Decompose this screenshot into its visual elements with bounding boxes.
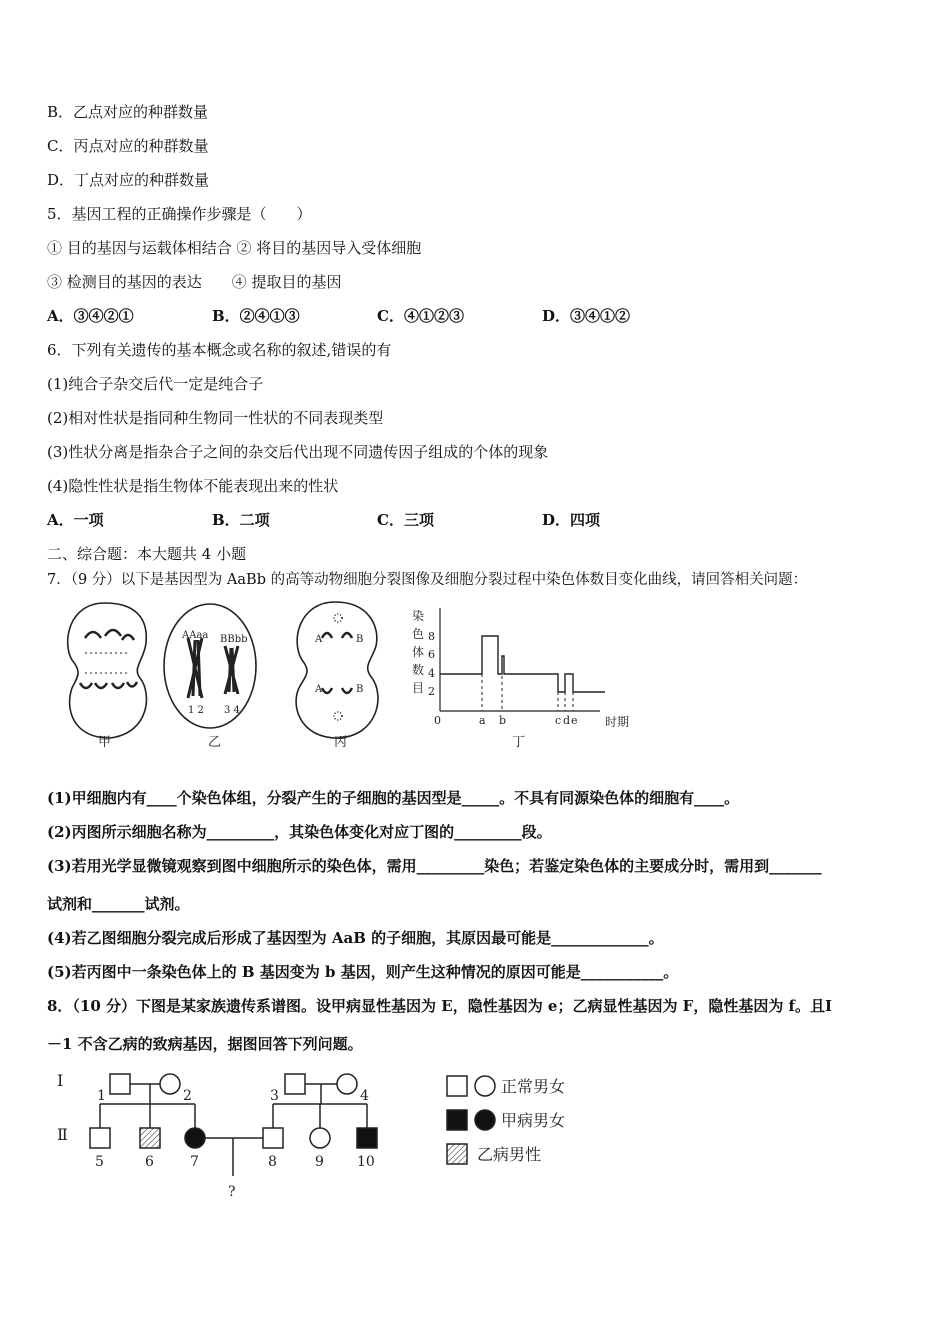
individual-10 (357, 1128, 377, 1148)
legend-yi-text: 乙病男性 (477, 1145, 542, 1164)
label-jia: 甲 (98, 735, 112, 750)
q8-stem-1: 8．（10 分）下图是某家族遗传系谱图。设甲病显性基因为 E，隐性基因为 e；乙病显性基因为 F，隐性基因为 f。且Ⅰ (47, 997, 833, 1015)
label-yi: 乙 (208, 735, 222, 750)
individual-6 (140, 1128, 160, 1148)
x-tick-c: c (555, 714, 562, 727)
legend-jia-male (447, 1110, 467, 1130)
bing-a-bottom: A (315, 684, 323, 695)
q7-stem: 7．（9 分）以下是基因型为 AaBb 的高等动物细胞分裂图像及细胞分裂过程中染色体数目变化曲线，请回答相关问题： (47, 572, 808, 588)
individual-8 (263, 1128, 283, 1148)
y-label-2: 色 (412, 627, 425, 641)
q6-option-a: A．一项 (47, 511, 104, 529)
id-1: 1 (97, 1088, 106, 1104)
q5-option-c: C．④①②③ (377, 307, 464, 325)
q6-item-4: (4)隐性性状是指生物体不能表现出来的性状 (47, 477, 339, 495)
q4-option-c: C．丙点对应的种群数量 (47, 137, 209, 155)
y-tick-2: 2 (428, 685, 435, 698)
legend-normal-male (447, 1076, 467, 1096)
y-label-5: 目 (412, 681, 425, 695)
section-2-heading: 二、综合题：本大题共 4 小题 (47, 545, 247, 563)
legend-jia-female (475, 1110, 495, 1130)
q6-option-d: D．四项 (542, 511, 601, 529)
q7-part-2: (2)丙图所示细胞名称为_________，其染色体变化对应丁图的_________段。 (47, 823, 552, 841)
q6-item-1: (1)纯合子杂交后代一定是纯合子 (47, 375, 264, 393)
individual-7 (185, 1128, 205, 1148)
q7-part-3b: 试剂和_______试剂。 (47, 895, 190, 913)
y-label-1: 染 (412, 609, 425, 623)
chromosome-curve (440, 636, 605, 692)
bing-a-top: A (315, 634, 323, 645)
y-label-3: 体 (412, 645, 425, 659)
yi-top-label-2: BBbb (220, 634, 248, 645)
id-10: 10 (357, 1154, 375, 1170)
q5-stem: 5．基因工程的正确操作步骤是（ ） (47, 205, 312, 223)
yi-top-label: AAaa (182, 630, 209, 641)
id-6: 6 (145, 1154, 154, 1170)
id-2: 2 (183, 1088, 192, 1104)
q8-stem-2: －1 不含乙病的致病基因，据图回答下列问题。 (47, 1035, 363, 1053)
q7-figure (60, 598, 660, 758)
q7-part-3a: (3)若用光学显微镜观察到图中细胞所示的染色体，需用_________染色；若鉴定染色体的主要成分时，需用到_______ (47, 857, 822, 875)
q8-pedigree (55, 1068, 595, 1208)
yi-numbers-2: 3 4 (224, 705, 240, 716)
q7-part-1: (1)甲细胞内有____个染色体组，分裂产生的子细胞的基因型是_____。不具有同源染色体的细胞有____。 (47, 789, 740, 807)
q5-steps-2: ③ 检测目的基因的表达 ④ 提取目的基因 (47, 273, 342, 291)
generation-1-label: Ⅰ (57, 1071, 64, 1090)
legend-normal-female (475, 1076, 495, 1096)
q6-options (47, 510, 600, 530)
id-4: 4 (360, 1088, 369, 1104)
individual-4 (337, 1074, 357, 1094)
legend-normal-text: 正常男女 (501, 1077, 566, 1096)
q5-option-d: D．③④①② (542, 307, 631, 325)
q6-option-b: B．二项 (212, 511, 270, 529)
cell-bing (296, 602, 378, 738)
legend-yi-male (447, 1144, 467, 1164)
q5-option-a: A．③④②① (47, 307, 134, 325)
q7-part-4: (4)若乙图细胞分裂完成后形成了基因型为 AaB 的子细胞，其原因最可能是_____________。 (47, 929, 664, 947)
q4-option-d: D．丁点对应的种群数量 (47, 171, 210, 189)
q5-option-b: B．②④①③ (212, 307, 300, 325)
x-axis-label: 时期 (605, 715, 630, 729)
legend-jia-text: 甲病男女 (501, 1111, 566, 1130)
x-tick-a: a (479, 714, 486, 727)
unknown-child: ? (228, 1184, 236, 1200)
q6-item-2: (2)相对性状是指同种生物同一性状的不同表现类型 (47, 409, 384, 427)
individual-9 (310, 1128, 330, 1148)
q5-steps-1: ① 目的基因与运载体相结合 ② 将目的基因导入受体细胞 (47, 239, 422, 257)
q7-part-5: (5)若丙图中一条染色体上的 B 基因变为 b 基因，则产生这种情况的原因可能是___________。 (47, 963, 679, 981)
bing-b-top: B (356, 634, 364, 645)
individual-2 (160, 1074, 180, 1094)
y-label-4: 数 (412, 663, 425, 677)
cell-yi (164, 604, 256, 728)
individual-1 (110, 1074, 130, 1094)
label-ding: 丁 (512, 735, 526, 750)
x-tick-e: e (571, 714, 578, 727)
pedigree-legend (447, 1076, 565, 1164)
q6-option-c: C．三项 (377, 511, 434, 529)
y-tick-8: 8 (428, 630, 435, 643)
id-9: 9 (315, 1154, 324, 1170)
y-tick-6: 6 (428, 648, 435, 661)
individual-3 (285, 1074, 305, 1094)
x-tick-b: b (499, 714, 507, 727)
q6-item-3: (3)性状分离是指杂合子之间的杂交后代出现不同遗传因子组成的个体的现象 (47, 443, 549, 461)
chart-ding (412, 608, 629, 750)
q5-options (47, 306, 630, 326)
label-bing: 丙 (334, 735, 348, 750)
individual-5 (90, 1128, 110, 1148)
id-3: 3 (270, 1088, 279, 1104)
bing-b-bottom: B (356, 684, 364, 695)
yi-numbers: 1 2 (188, 705, 204, 716)
generation-2-label: Ⅱ (57, 1125, 68, 1144)
id-8: 8 (268, 1154, 277, 1170)
q4-option-b: B．乙点对应的种群数量 (47, 103, 209, 121)
cell-jia (68, 603, 147, 738)
id-5: 5 (95, 1154, 104, 1170)
y-tick-4: 4 (428, 667, 435, 680)
y-tick-0: 0 (434, 714, 441, 727)
id-7: 7 (190, 1154, 199, 1170)
q6-stem: 6．下列有关遗传的基本概念或名称的叙述,错误的有 (47, 341, 392, 359)
x-tick-d: d (563, 714, 571, 727)
